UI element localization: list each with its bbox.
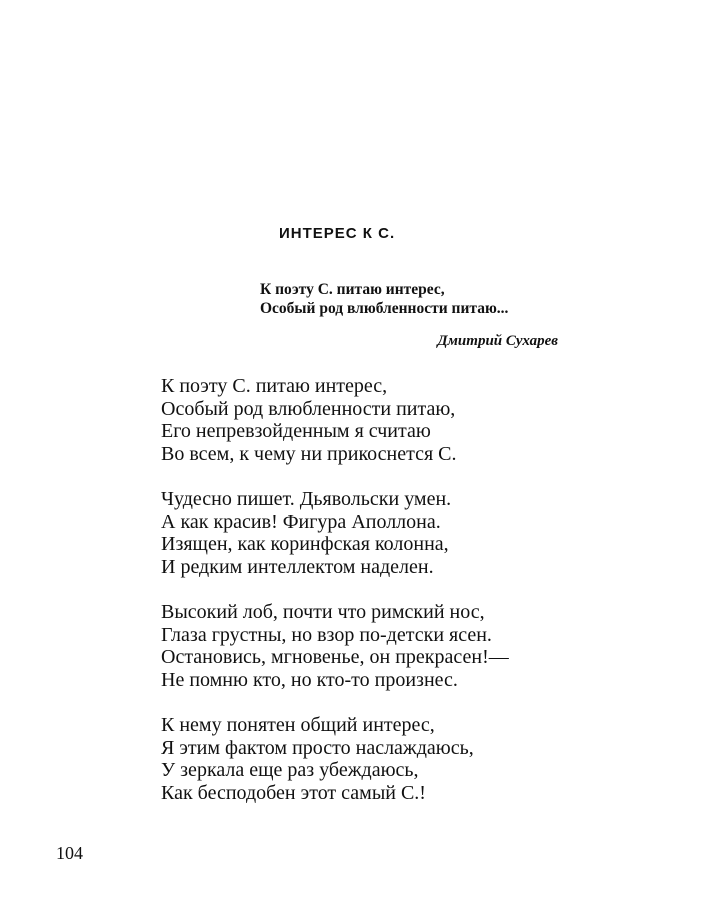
- epigraph-line: К поэту С. питаю интерес,: [260, 281, 445, 298]
- poem-line: А как красив! Фигура Аполлона.: [161, 510, 441, 533]
- epigraph: [260, 280, 508, 318]
- poem-body: [161, 375, 591, 827]
- poem-line: Чудесно пишет. Дьявольски умен.: [161, 488, 452, 510]
- poem-title: ИНТЕРЕС К С.: [279, 225, 396, 242]
- epigraph-line: Особый род влюбленности питаю...: [260, 300, 509, 317]
- poem-line: Остановись, мгновенье, он прекрасен!—: [161, 646, 509, 668]
- stanza: [161, 375, 591, 465]
- poem-line: Высокий лоб, почти что римский нос,: [161, 601, 485, 623]
- poem-line: Я этим фактом просто наслаждаюсь,: [161, 736, 474, 759]
- poem-line: Не помню кто, но кто-то произнес.: [161, 668, 458, 691]
- poem-line: Во всем, к чему ни прикоснется С.: [161, 442, 457, 465]
- poem-line: Его непревзойденным я считаю: [161, 420, 431, 442]
- epigraph-author: Дмитрий Сухарев: [437, 333, 558, 349]
- poem-line: Как бесподобен этот самый С.!: [161, 781, 426, 804]
- stanza: [161, 488, 591, 578]
- stanza: [161, 601, 591, 691]
- stanza: [161, 714, 591, 804]
- poem-line: К поэту С. питаю интерес,: [161, 375, 388, 397]
- poem-line: И редким интеллектом наделен.: [161, 555, 434, 578]
- poem-line: Изящен, как коринфская колонна,: [161, 533, 449, 555]
- poem-line: У зеркала еще раз убеждаюсь,: [161, 759, 419, 781]
- page-number: 104: [56, 843, 83, 863]
- poem-line: Глаза грустны, но взор по-детски ясен.: [161, 623, 492, 646]
- poem-line: Особый род влюбленности питаю,: [161, 397, 456, 420]
- poem-line: К нему понятен общий интерес,: [161, 714, 435, 736]
